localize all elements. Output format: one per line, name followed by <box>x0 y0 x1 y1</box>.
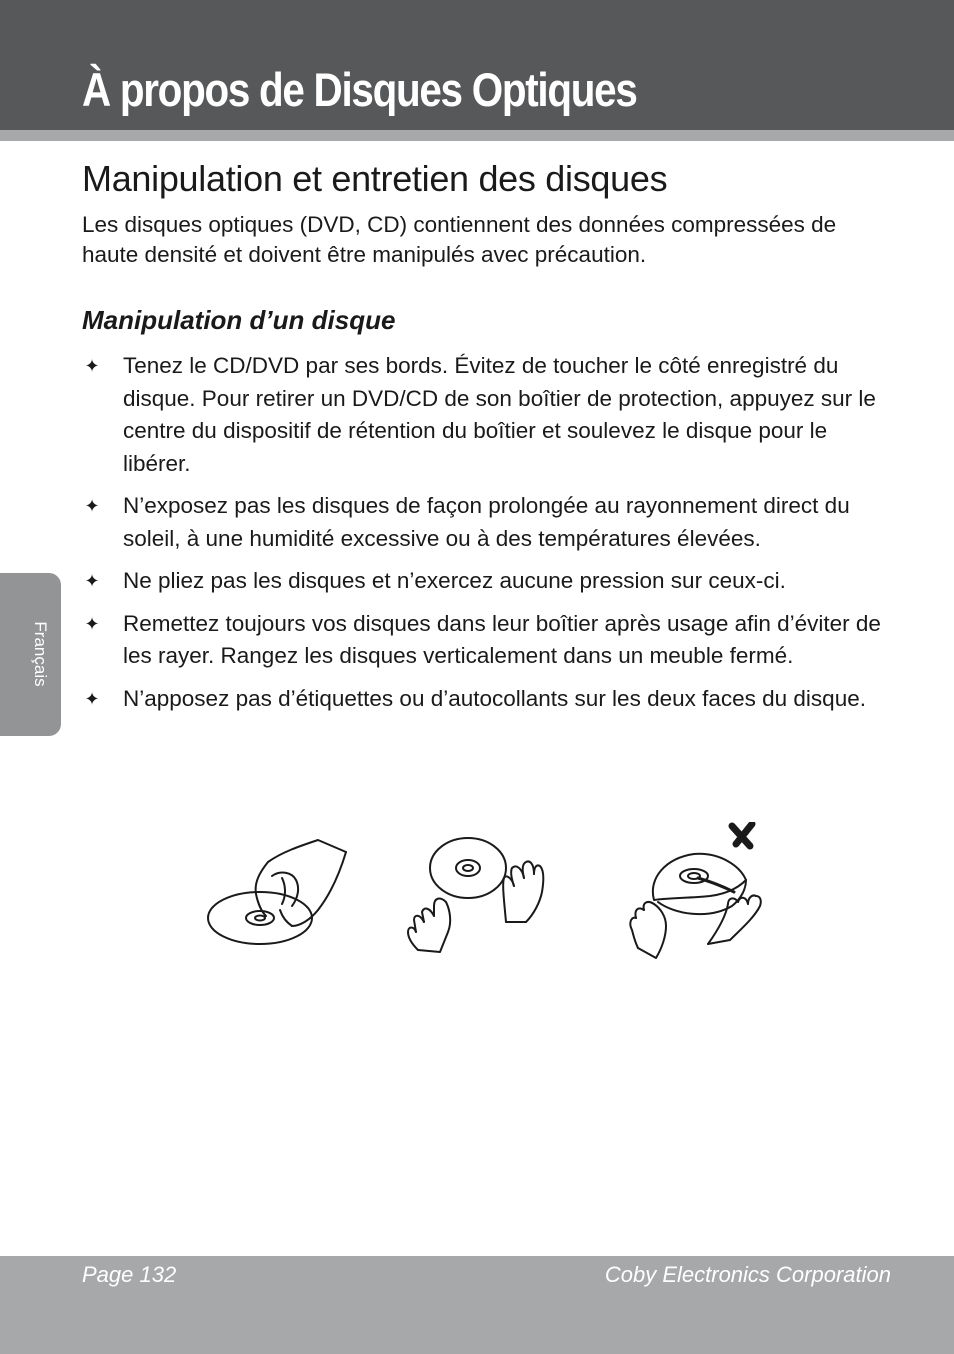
intro-paragraph: Les disques optiques (DVD, CD) contiennent des données compressées de haute densité et doivent être manipulés avec précaution. <box>82 212 837 267</box>
page-title: À propos de Disques Optiques <box>82 63 637 116</box>
list-item <box>82 608 882 673</box>
subheading: Manipulation d’un disque <box>82 305 396 335</box>
list-item <box>82 683 882 716</box>
list-item <box>82 350 882 480</box>
star-bullet-icon: ✦ <box>84 688 100 709</box>
star-bullet-icon: ✦ <box>84 496 100 516</box>
bullet-text: N’apposez pas d’étiquettes ou d’autocollants sur les deux faces du disque. <box>123 685 866 711</box>
list-item <box>82 490 882 555</box>
company-name: Coby Electronics Corporation <box>604 1262 891 1287</box>
star-bullet-icon: ✦ <box>84 356 100 376</box>
bullet-text: Remettez toujours vos disques dans leur boîtier après usage afin d’éviter de les rayer. Rangez les disques verticalement dans un meuble fermé. <box>123 610 881 668</box>
bullet-text: Tenez le CD/DVD par ses bords. Évitez de toucher le côté enregistré du disque. Pour retirer un DVD/CD de son boîtier de protection, appuyez sur le centre du dispositif de rétention du boîtier et soulevez le disque pour le libérer. <box>123 353 876 476</box>
disc-held-by-edges-icon <box>408 838 543 952</box>
disc-handling-illustrations <box>200 822 780 972</box>
bullet-text: N’exposez pas les disques de façon prolongée au rayonnement direct du soleil, à une humidité excessive ou à des températures élevées. <box>123 493 850 551</box>
care-bullet-list <box>82 350 882 725</box>
language-tab-label: Français <box>31 621 50 687</box>
page-number: Page 132 <box>82 1262 177 1287</box>
star-bullet-icon: ✦ <box>84 613 100 634</box>
bullet-text: Ne pliez pas les disques et n’exercez aucune pression sur ceux-ci. <box>123 568 786 593</box>
disc-bent-wrong-icon <box>630 824 760 958</box>
list-item <box>82 565 882 598</box>
disc-removal-hand-icon <box>208 840 346 944</box>
star-bullet-icon: ✦ <box>84 571 100 591</box>
section-heading: Manipulation et entretien des disques <box>82 158 668 199</box>
header-stripe <box>0 130 954 141</box>
